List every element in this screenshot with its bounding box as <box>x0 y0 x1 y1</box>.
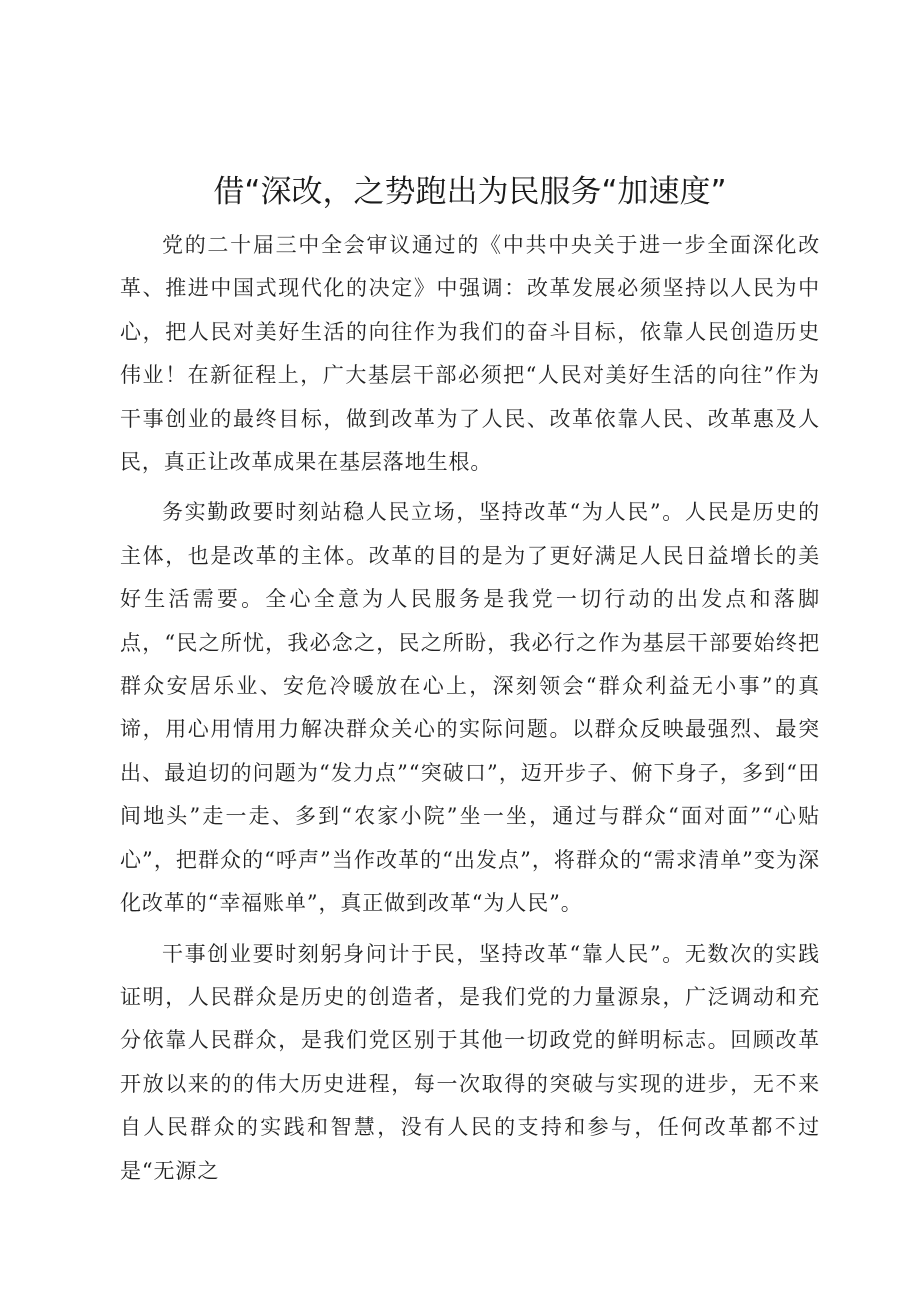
document-title: 借“深改，之势跑出为民服务“加速度” <box>213 174 727 210</box>
document-body <box>120 224 820 1193</box>
paragraph-for-people: 务实勤政要时刻站稳人民立场，坚持改革“为人民”。人民是历史的主体，也是改革的主体。改革的目的是为了更好满足人民日益增长的美好生活需要。全心全意为人民服务是我党一切行动的出发点和落脚点，“民之所忧，我必念之，民之所盼，我必行之作为基层干部要始终把群众安居乐业、安危冷暖放在心上，深刻领会“群众利益无小事”的真谛，用心用情用力解决群众关心的实际问题。以群众反映最强烈、最突出、最迫切的问题为“发力点”“突破口”，迈开步子、俯下身子，多到“田间地头”走一走、多到“农家小院”坐一坐，通过与群众“面对面”“心贴心”，把群众的“呼声”当作改革的“出发点”，将群众的“需求清单”变为深化改革的“幸福账单”，真正做到改革“为人民”。 <box>120 500 820 916</box>
paragraph-rely-on-people: 干事创业要时刻躬身问计于民，坚持改革“靠人民”。无数次的实践证明，人民群众是历史的创造者，是我们党的力量源泉，广泛调动和充分依靠人民群众，是我们党区别于其他一切政党的鲜明标志。回顾改革开放以来的的伟大历史进程，每一次取得的突破与实现的进步，无不来自人民群众的实践和智慧，没有人民的支持和参与，任何改革都不过是“无源之 <box>120 941 820 1183</box>
paragraph-intro: 党的二十届三中全会审议通过的《中共中央关于进一步全面深化改革、推进中国式现代化的决定》中强调：改革发展必须坚持以人民为中心，把人民对美好生活的向往作为我们的奋斗目标，依靠人民创造历史伟业！在新征程上，广大基层干部必须把“人民对美好生活的向往”作为干事创业的最终目标，做到改革为了人民、改革依靠人民、改革惠及人民，真正让改革成果在基层落地生根。 <box>120 233 820 475</box>
